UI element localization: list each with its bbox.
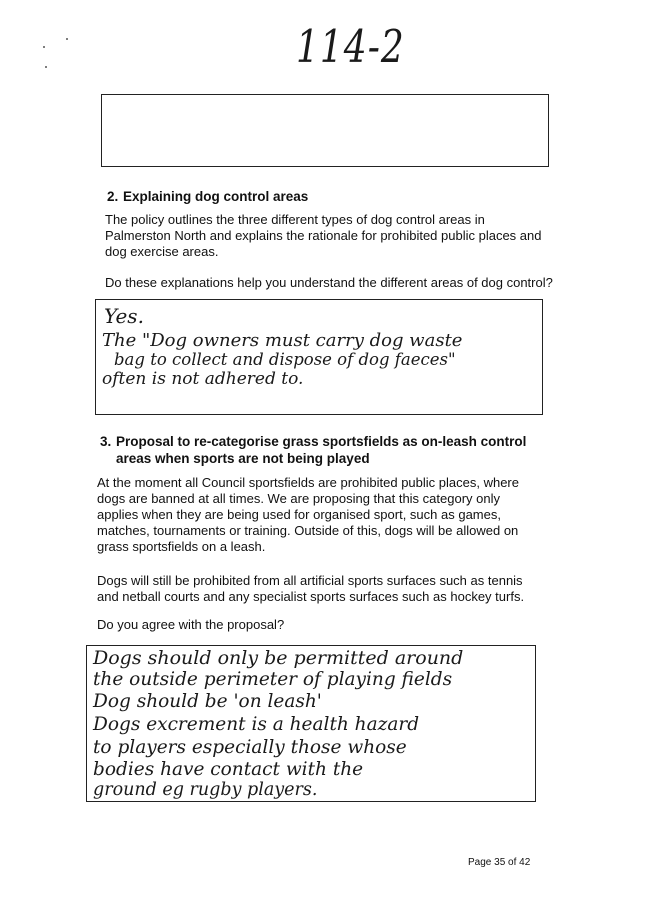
answer-line: Dogs excrement is a health hazard [93, 714, 420, 735]
section-2-number: 2. [107, 189, 119, 204]
section-3-title-line-1: Proposal to re-categorise grass sportsfields as on-leash control [116, 434, 527, 449]
scan-speck [43, 46, 45, 48]
answer-line: ground eg rugby players. [93, 780, 318, 800]
answer-line: Yes. [104, 304, 144, 328]
scan-speck [66, 38, 68, 40]
answer-line: to players especially those whose [93, 737, 407, 758]
handwritten-reference: 114-2 [296, 22, 405, 74]
section-3-heading [100, 433, 530, 467]
section-3-number: 3. [100, 434, 112, 449]
section-2-heading [107, 188, 308, 205]
answer-line: Dogs should only be permitted around [93, 647, 464, 669]
section-3-body-1: At the moment all Council sportsfields are prohibited public places, where dogs are banned at all times. We are proposing that this category only applies when they are being used for organised sport, such as games, matches, tournaments or training. Outside of this, dogs will be allowed on grass sportsfields on a leash. [97, 475, 519, 554]
answer-line: Dog should be 'on leash' [93, 691, 322, 712]
answer-line: bodies have contact with the [93, 759, 364, 780]
section-2-title: Explaining dog control areas [123, 189, 309, 204]
section-3-answer-box[interactable] [86, 645, 536, 802]
section-2-question: Do these explanations help you understand the different areas of dog control? [105, 275, 553, 290]
page-number: Page 35 of 42 [468, 857, 531, 868]
scan-speck [45, 66, 47, 68]
section-3-question: Do you agree with the proposal? [97, 617, 285, 632]
answer-line: bag to collect and dispose of dog faeces" [114, 350, 456, 369]
section-3-title-line-2: areas when sports are not being played [116, 451, 370, 466]
answer-line: often is not adhered to. [102, 369, 304, 389]
previous-answer-box[interactable] [101, 94, 549, 167]
section-2-body: The policy outlines the three different types of dog control areas in Palmerston North and explains the rationale for prohibited public places and dog exercise areas. [105, 212, 542, 259]
section-2-answer-box[interactable] [95, 299, 543, 415]
answer-line: the outside perimeter of playing fields [93, 669, 453, 690]
answer-line: The "Dog owners must carry dog waste [102, 330, 463, 351]
section-3-body-2: Dogs will still be prohibited from all artificial sports surfaces such as tennis and netball courts and any specialist sports surfaces such as hockey turfs. [97, 573, 525, 604]
